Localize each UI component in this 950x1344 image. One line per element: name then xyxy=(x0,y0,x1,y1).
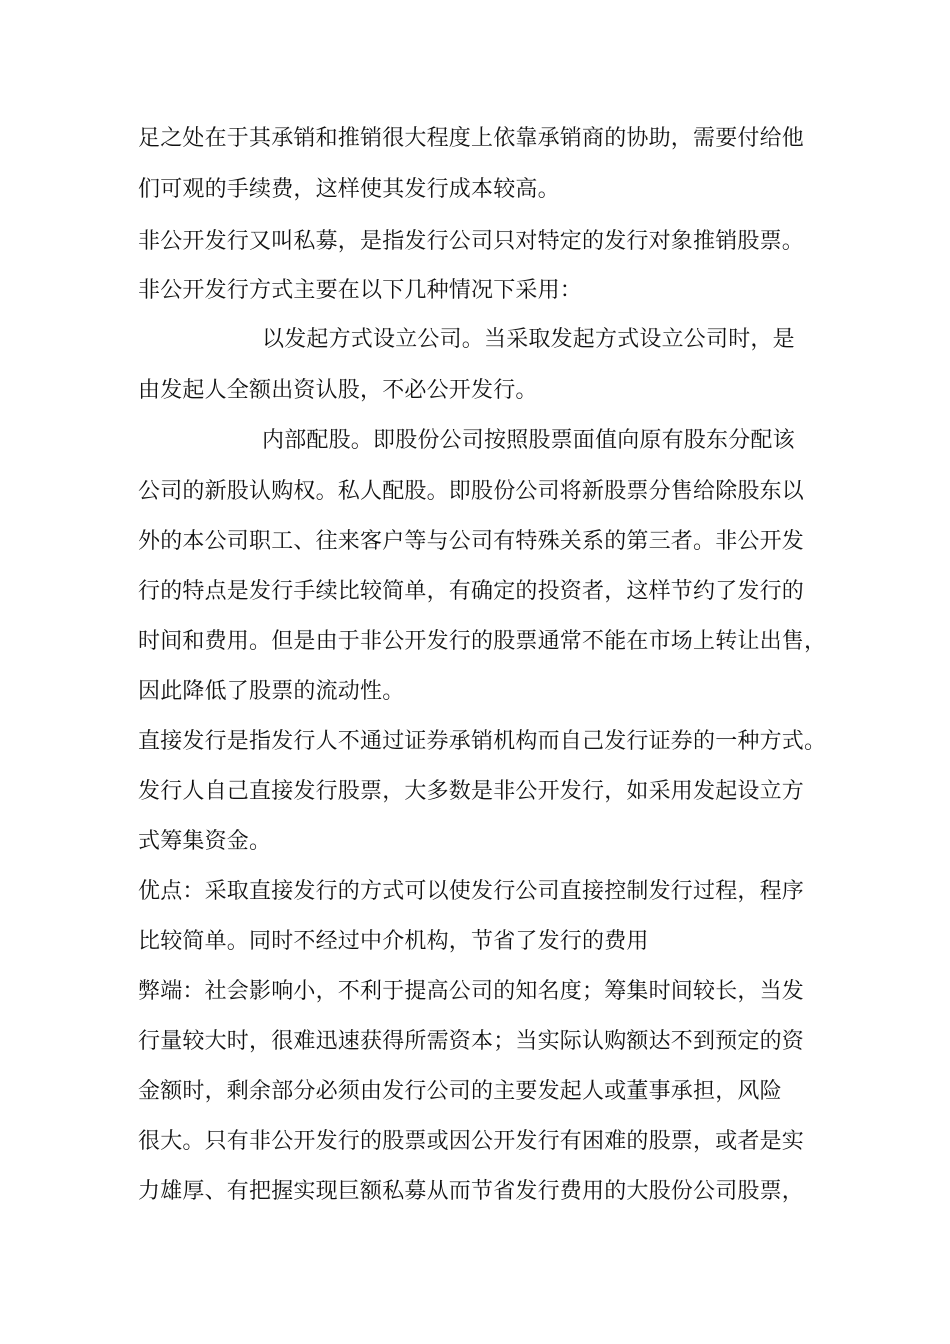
text-line: 式筹集资金。 xyxy=(138,829,272,854)
text-line: 弊端：社会影响小，不利于提高公司的知名度；筹集时间较长，当发 xyxy=(138,979,805,1004)
text-line: 发行人自己直接发行股票，大多数是非公开发行，如采用发起设立方 xyxy=(138,779,805,804)
text-line: 足之处在于其承销和推销很大程度上依靠承销商的协助，需要付给他 xyxy=(138,126,805,151)
text-line: 比较简单。同时不经过中介机构，节省了发行的费用 xyxy=(138,929,649,954)
text-line: 外的本公司职工、往来客户等与公司有特殊关系的第三者。非公开发 xyxy=(138,529,805,554)
text-line: 优点：采取直接发行的方式可以使发行公司直接控制发行过程，程序 xyxy=(138,879,805,904)
text-line: 很大。只有非公开发行的股票或因公开发行有困难的股票，或者是实 xyxy=(138,1129,805,1154)
text-line: 力雄厚、有把握实现巨额私募从而节省发行费用的大股份公司股票， xyxy=(138,1179,805,1204)
text-line: 们可观的手续费，这样使其发行成本较高。 xyxy=(138,177,560,202)
text-line: 非公开发行方式主要在以下几种情况下采用： xyxy=(138,278,583,303)
text-line: 公司的新股认购权。私人配股。即股份公司将新股票分售给除股东以 xyxy=(138,479,805,504)
text-line: 内部配股。即股份公司按照股票面值向原有股东分配该 xyxy=(262,428,795,453)
text-line: 因此降低了股票的流动性。 xyxy=(138,679,405,704)
text-line: 时间和费用。但是由于非公开发行的股票通常不能在市场上转让出售， xyxy=(138,629,827,654)
text-line: 由发起人全额出资认股，不必公开发行。 xyxy=(138,378,538,403)
text-line: 直接发行是指发行人不通过证券承销机构而自己发行证券的一种方式。 xyxy=(138,729,827,754)
text-line: 非公开发行又叫私募，是指发行公司只对特定的发行对象推销股票。 xyxy=(138,229,805,254)
text-line: 以发起方式设立公司。当采取发起方式设立公司时，是 xyxy=(262,327,795,352)
text-line: 行的特点是发行手续比较简单，有确定的投资者，这样节约了发行的 xyxy=(138,579,805,604)
text-line: 金额时，剩余部分必须由发行公司的主要发起人或董事承担，风险 xyxy=(138,1079,782,1104)
text-line: 行量较大时，很难迅速获得所需资本；当实际认购额达不到预定的资 xyxy=(138,1029,805,1054)
